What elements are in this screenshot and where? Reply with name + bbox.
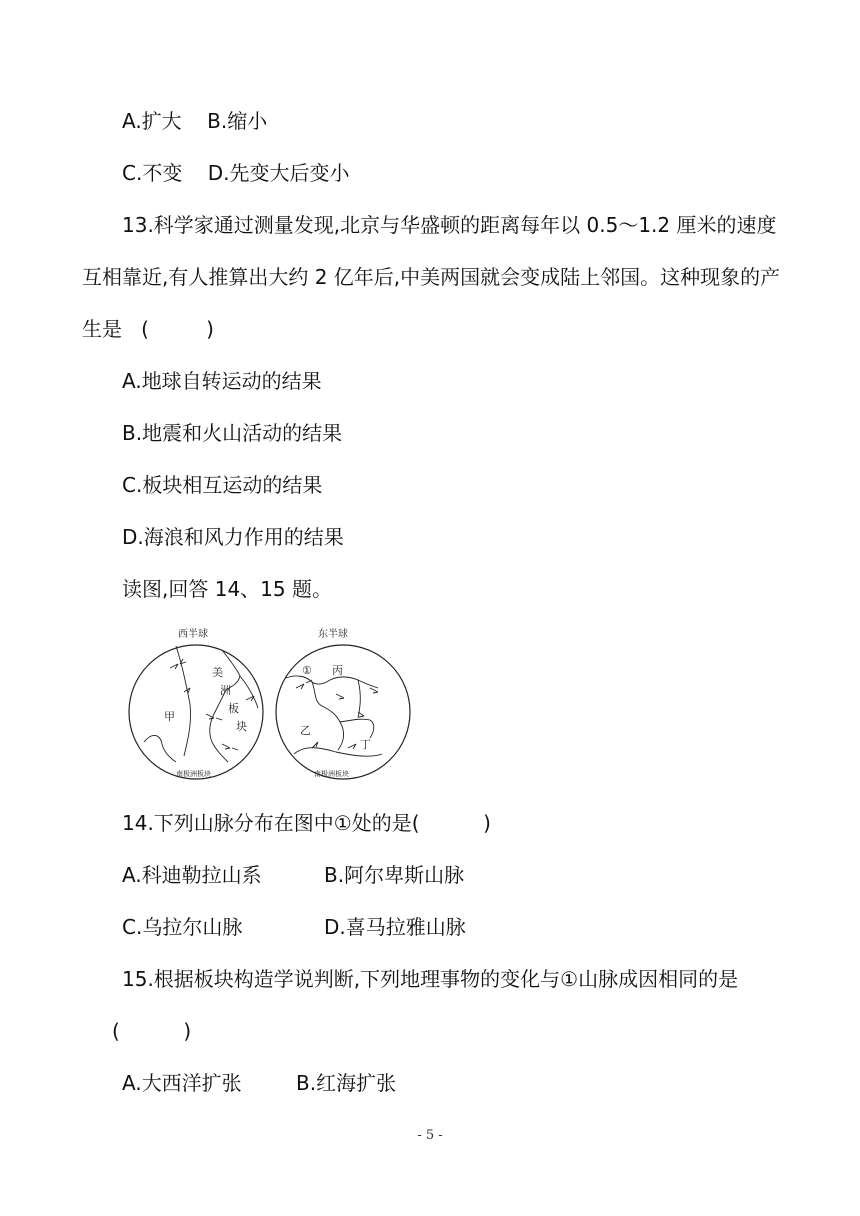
east-arrow-1 xyxy=(296,680,312,689)
west-arrow-5 xyxy=(246,696,254,701)
west-boundary-south xyxy=(144,735,176,762)
q15-stem-line1: 15.根据板块构造学说判断,下列地理事物的变化与①山脉成因相同的是 xyxy=(122,967,739,991)
q13-stem-line2: 互相靠近,有人推算出大约 2 亿年后,中美两国就会变成陆上邻国。这种现象的产 xyxy=(82,265,781,289)
east-arrow-6 xyxy=(348,744,356,749)
east-arrow-5 xyxy=(312,742,318,748)
q13-option-c: C.板块相互运动的结果 xyxy=(122,473,323,497)
plate-map-figure xyxy=(126,624,412,780)
east-boundary-indian xyxy=(340,719,374,738)
q14-option-b: B.阿尔卑斯山脉 xyxy=(324,863,465,887)
label-yi: 乙 xyxy=(300,724,311,737)
q13-option-b: B.地震和火山活动的结果 xyxy=(122,421,343,445)
q15-stem-line2: ( ) xyxy=(112,1019,192,1043)
america-char-1: 美 xyxy=(212,666,223,679)
q13-stem-line1: 13.科学家通过测量发现,北京与华盛顿的距离每年以 0.5～1.2 厘米的速度 xyxy=(122,213,777,237)
q15-option-a: A.大西洋扩张 xyxy=(122,1071,242,1095)
america-char-4: 块 xyxy=(236,720,247,733)
west-arrow-1 xyxy=(170,659,186,669)
q13-option-a: A.地球自转运动的结果 xyxy=(122,369,322,393)
q14-stem: 14.下列山脉分布在图中①处的是( ) xyxy=(122,811,491,835)
read-map-instruction: 读图,回答 14、15 题。 xyxy=(122,577,332,601)
east-antarctic-label: 南极洲板块 xyxy=(314,770,349,778)
west-hemisphere-title: 西半球 xyxy=(178,629,208,640)
q14-option-a: A.科迪勒拉山系 xyxy=(122,863,262,887)
label-bing: 丙 xyxy=(332,664,343,677)
east-arrow-2 xyxy=(336,694,344,699)
q14-option-c: C.乌拉尔山脉 xyxy=(122,915,243,939)
q13-stem-line3: 生是 ( ) xyxy=(82,317,214,341)
west-antarctic-label: 南极洲板块 xyxy=(176,770,211,778)
east-boundary-africa xyxy=(312,682,344,750)
east-hemisphere-circle xyxy=(276,645,410,779)
east-arrow-3 xyxy=(370,688,378,693)
q13-option-d: D.海浪和风力作用的结果 xyxy=(122,525,344,549)
q14-option-d: D.喜马拉雅山脉 xyxy=(324,915,466,939)
west-arrow-4 xyxy=(222,744,238,750)
label-jia: 甲 xyxy=(164,710,175,723)
america-char-2: 洲 xyxy=(220,684,231,697)
east-hemisphere-title: 东半球 xyxy=(318,629,348,640)
q12-options-row2: C.不变 D.先变大后变小 xyxy=(122,161,350,185)
q12-options-row1: A.扩大 B.缩小 xyxy=(122,109,268,133)
q15-option-b: B.红海扩张 xyxy=(296,1071,397,1095)
america-char-3: 板 xyxy=(228,702,239,715)
label-ding: 丁 xyxy=(360,738,371,751)
west-hemisphere-circle xyxy=(129,645,263,779)
page-number: - 5 - xyxy=(417,1128,443,1143)
label-circle-one: ① xyxy=(302,664,312,677)
